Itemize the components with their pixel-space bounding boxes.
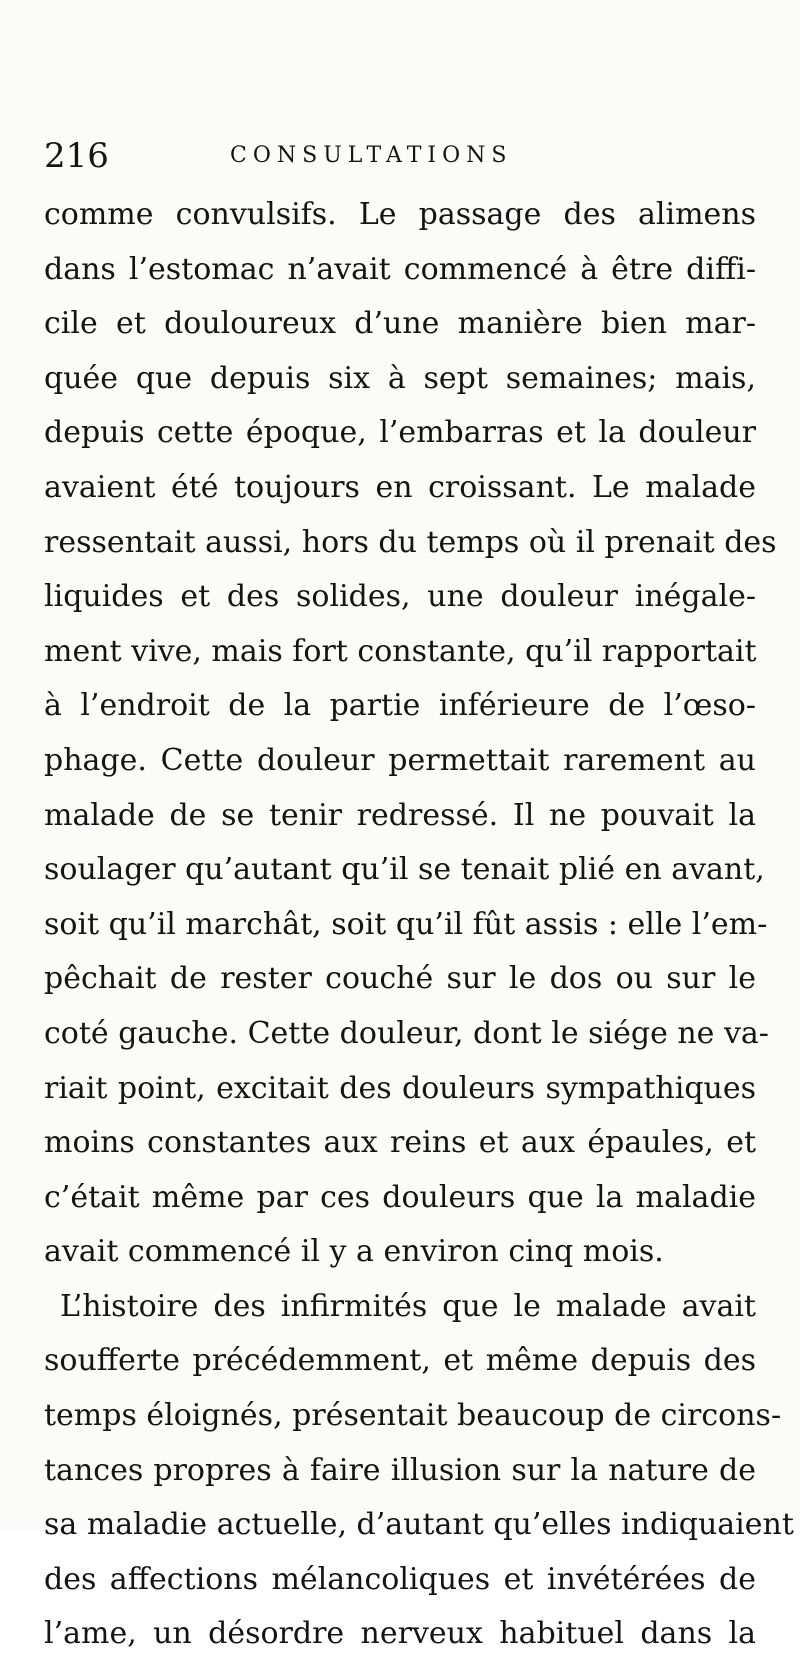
text-line: cile et douloureux d’une manière bien mar- [44,306,756,342]
text-line: comme convulsifs. Le passage des alimens [44,197,756,232]
body-text [44,188,794,1662]
text-line: des affections mélancoliques et invétérées de [44,1561,756,1597]
text-line: malade de se tenir redressé. Il ne pouvait la [44,797,756,833]
text-line: riait point, excitait des douleurs sympathiques [44,1070,756,1106]
text-line: l’ame, un désordre nerveux habituel dans la [44,1616,756,1652]
text-line: pêchait de rester couché sur le dos ou sur le [44,961,756,997]
text-line: tances propres à faire illusion sur la nature de [44,1452,756,1488]
text-line: soit qu’il marchât, soit qu’il fût assis : elle l’em- [44,906,768,942]
text-line: soulager qu’autant qu’il se tenait plié en avant, [44,852,765,888]
text-line: quée que depuis six à sept semaines; mais, [44,360,756,396]
running-title: CONSULTATIONS [230,143,513,168]
text-line: dans l’estomac n’avait commencé à être diffi- [44,251,756,287]
text-line: soufferte précédemment, et même depuis des [44,1343,756,1379]
page-number: 216 [44,136,109,176]
text-line: phage. Cette douleur permettait rarement au [44,742,756,778]
text-line: sa maladie actuelle, d’autant qu’elles indiquaient [44,1507,794,1543]
text-line: liquides et des solides, une douleur inégale- [44,579,756,615]
text-line: à l’endroit de la partie inférieure de l’œso- [44,688,756,724]
text-line: ressentait aussi, hors du temps où il prenait des [44,524,777,560]
paragraph-first-line: L’histoire des infirmités que le malade avait [60,1288,756,1324]
text-line: moins constantes aux reins et aux épaules, et [44,1125,756,1161]
text-line: ment vive, mais fort constante, qu’il rapportait [44,633,757,669]
text-line: c’était même par ces douleurs que la maladie [44,1179,756,1215]
text-line: depuis cette époque, l’embarras et la douleur [44,415,756,451]
running-head [44,134,750,178]
paragraph-last-line: avait commencé il y a environ cinq mois. [44,1234,664,1270]
text-line: temps éloignés, présentait beaucoup de circons- [44,1398,782,1434]
text-line: coté gauche. Cette douleur, dont le siége ne va- [44,1015,769,1051]
text-line: avaient été toujours en croissant. Le malade [44,469,756,505]
